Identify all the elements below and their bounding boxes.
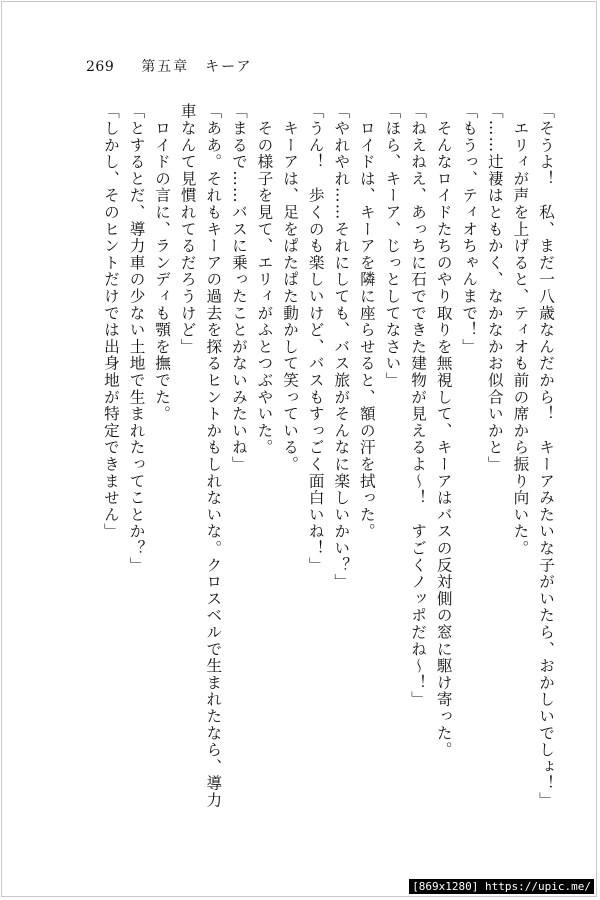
text-line: 「まるで……バスに乗ったことがないみたいね」 <box>229 103 248 473</box>
text-line: 「ねえねえ、あっちに石でできた建物が見えるよ～！ すごくノッポだね～！」 <box>409 103 428 708</box>
text-line: 「もうっ、ティオちゃんまで！」 <box>460 103 479 355</box>
text-line: 「……辻褄はともかく、なかなかお似合いかと」 <box>485 103 504 473</box>
text-line: その様子を見て、エリィがふとつぶやいた。 <box>255 103 274 456</box>
page-number: 269 <box>86 59 115 75</box>
text-line: ロイドは、キーアを隣に座らせると、額の汗を拭った。 <box>357 103 376 540</box>
vertical-text-body <box>66 103 558 823</box>
text-line: 「うん！ 歩くのも楽しいけど、バスもすっごく面白いね！」 <box>306 103 325 574</box>
text-line: 「とするとだ、導力車の少ない土地で生まれたってことか？」 <box>127 103 146 574</box>
text-line: キーアは、足をぱたぱた動かして笑っている。 <box>281 103 300 473</box>
text-line: 「ああ。それもキーアの過去を探るヒントかもしれないな。クロスベルで生まれたなら、導力 <box>204 103 223 809</box>
watermark-label: [869x1280] https://upic.me/ <box>409 879 594 894</box>
text-line: 車なんて見慣れてるだろうけど」 <box>178 103 197 355</box>
chapter-title: 第五章 キーア <box>141 59 253 75</box>
text-line: 「ほら、キーア、じっとしてなさい」 <box>383 103 402 389</box>
text-line: 「そうよ！ 私、まだ一八歳なんだから！ キーアみたいな子がいたら、おかしいでしょ！」 <box>537 103 555 809</box>
text-line: ロイドの言に、ランディも顎を撫でた。 <box>153 103 172 423</box>
text-line: エリィが声を上げると、ティオも前の席から振り向いた。 <box>511 103 530 557</box>
running-header <box>86 56 253 76</box>
text-line: 「やれやれ……それにしても、バス旅がそんなに楽しいかい？」 <box>332 103 351 591</box>
text-line: そんなロイドたちのやり取りを無視して、キーアはバスの反対側の窓に駆け寄った。 <box>434 103 453 759</box>
text-line: 「しかし、そのヒントだけでは出身地が特定できません」 <box>101 103 120 540</box>
